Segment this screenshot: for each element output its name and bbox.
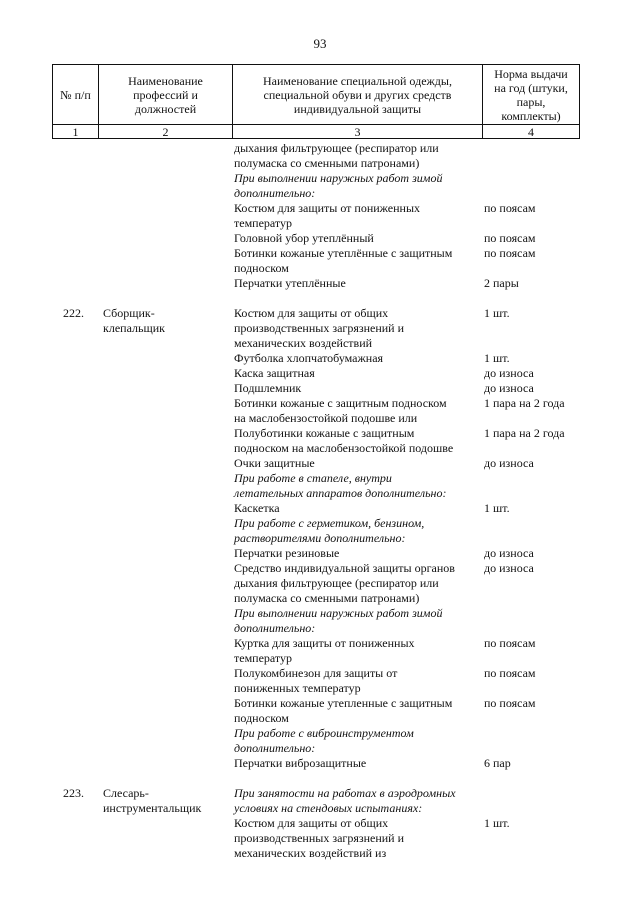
section-note: При работе с виброинструментом	[234, 726, 414, 740]
issue-norm: до износа	[484, 456, 534, 470]
equipment-item: Подшлемник	[234, 381, 302, 395]
issue-norm: до износа	[484, 546, 534, 560]
issue-norm: по поясам	[484, 246, 536, 260]
equipment-item: подноском	[234, 711, 289, 725]
equipment-item: подноском на маслобензостойкой подошве	[234, 441, 454, 455]
profession-name: Сборщик-	[103, 306, 155, 320]
equipment-item: Костюм для защиты от общих	[234, 306, 389, 320]
equipment-item: Перчатки утеплённые	[234, 276, 346, 290]
profession-name: клепальщик	[103, 321, 165, 335]
issue-norm: по поясам	[484, 636, 536, 650]
equipment-item: Футболка хлопчатобумажная	[234, 351, 384, 365]
header-num-4: 4	[483, 125, 580, 139]
equipment-item: полумаска со сменными патронами)	[234, 591, 420, 605]
equipment-item: Костюм для защиты от пониженных	[234, 201, 421, 215]
section-note: растворителями дополнительно:	[234, 531, 406, 545]
section-note: дополнительно:	[234, 741, 316, 755]
equipment-item: Полуботинки кожаные с защитным	[234, 426, 415, 440]
header-col-number: № п/п	[53, 65, 99, 125]
equipment-item: механических воздействий из	[234, 846, 387, 860]
equipment-item: пониженных температур	[234, 681, 361, 695]
equipment-item: подноском	[234, 261, 289, 275]
issue-norm: по поясам	[484, 201, 536, 215]
section-note: дополнительно:	[234, 186, 316, 200]
equipment-item: Куртка для защиты от пониженных	[234, 636, 415, 650]
equipment-item: Ботинки кожаные с защитным подноском	[234, 396, 447, 410]
issue-norm: 1 шт.	[484, 351, 510, 365]
section-note: При выполнении наружных работ зимой	[234, 606, 443, 620]
section-note: При выполнении наружных работ зимой	[234, 171, 443, 185]
header-col-profession: Наименование профессий и должностей	[99, 65, 233, 125]
header-col-norm: Норма выдачи на год (штуки, пары, комплекты)	[483, 65, 580, 125]
issue-norm: 6 пар	[484, 756, 511, 770]
profession-name: инструментальщик	[103, 801, 202, 815]
section-note: летательных аппаратов дополнительно:	[234, 486, 447, 500]
equipment-item: механических воздействий	[234, 336, 373, 350]
issue-norm: 1 пара на 2 года	[484, 396, 565, 410]
equipment-item: на маслобензостойкой подошве или	[234, 411, 418, 425]
equipment-item: дыхания фильтрующее (респиратор или	[234, 141, 439, 155]
row-number: 223.	[63, 786, 84, 800]
equipment-item: дыхания фильтрующее (респиратор или	[234, 576, 439, 590]
issue-norm: 2 пары	[484, 276, 519, 290]
equipment-item: температур	[234, 216, 293, 230]
equipment-item: Костюм для защиты от общих	[234, 816, 389, 830]
equipment-item: производственных загрязнений и	[234, 831, 405, 845]
issue-norm: до износа	[484, 366, 534, 380]
equipment-item: температур	[234, 651, 293, 665]
issue-norm: по поясам	[484, 231, 536, 245]
issue-norm: до износа	[484, 561, 534, 575]
equipment-item: производственных загрязнений и	[234, 321, 405, 335]
header-col-equipment: Наименование специальной одежды, специальной обуви и других средств индивидуальной защиты	[233, 65, 483, 125]
header-num-3: 3	[233, 125, 483, 139]
equipment-item: Средство индивидуальной защиты органов	[234, 561, 455, 575]
profession-name: Слесарь-	[103, 786, 149, 800]
section-note: При работе в стапеле, внутри	[234, 471, 392, 485]
issue-norm: 1 шт.	[484, 306, 510, 320]
row-number: 222.	[63, 306, 84, 320]
equipment-item: Ботинки кожаные утепленные с защитным	[234, 696, 453, 710]
equipment-item: Перчатки виброзащитные	[234, 756, 367, 770]
equipment-item: Каскетка	[234, 501, 280, 515]
issue-norm: по поясам	[484, 666, 536, 680]
issue-norm: по поясам	[484, 696, 536, 710]
issue-norm: до износа	[484, 381, 534, 395]
page-number: 93	[313, 36, 327, 51]
equipment-item: полумаска со сменными патронами)	[234, 156, 420, 170]
header-num-1: 1	[53, 125, 99, 139]
section-note: При работе с герметиком, бензином,	[234, 516, 425, 530]
section-note: условиях на стендовых испытаниях:	[234, 801, 423, 815]
header-num-2: 2	[99, 125, 233, 139]
equipment-item: Перчатки резиновые	[234, 546, 340, 560]
equipment-item: Ботинки кожаные утеплённые с защитным	[234, 246, 453, 260]
issue-norm: 1 пара на 2 года	[484, 426, 565, 440]
equipment-item: Полукомбинезон для защиты от	[234, 666, 398, 680]
issue-norm: 1 шт.	[484, 816, 510, 830]
section-note: дополнительно:	[234, 621, 316, 635]
issue-norm: 1 шт.	[484, 501, 510, 515]
equipment-item: Каска защитная	[234, 366, 315, 380]
equipment-item: Головной убор утеплённый	[234, 231, 374, 245]
equipment-item: Очки защитные	[234, 456, 315, 470]
section-note: При занятости на работах в аэродромных	[234, 786, 456, 800]
